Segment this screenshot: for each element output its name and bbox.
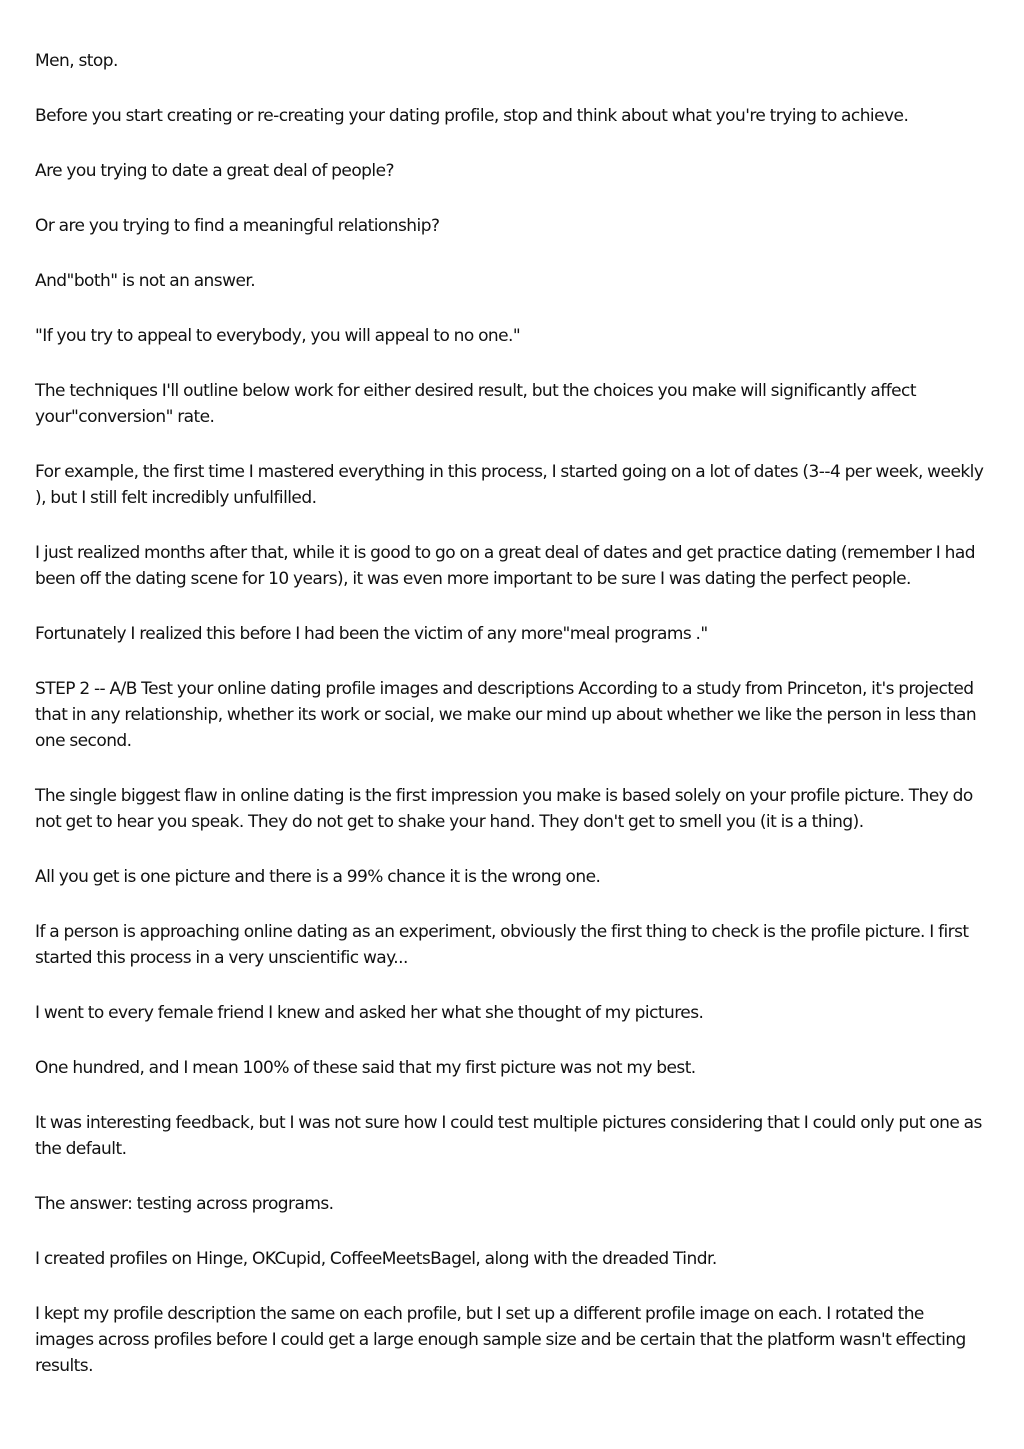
paragraph: I created profiles on Hinge, OKCupid, CoffeeMeetsBagel, along with the dreaded Tindr. <box>35 1249 717 1269</box>
paragraph: I just realized months after that, while it is good to go on a great deal of dates and get practice dating (remember I had been off the dating scene for 10 years), it was even more important to be sure I was dating the perfect people. <box>35 543 975 589</box>
paragraph: If a person is approaching online dating as an experiment, obviously the first thing to check is the profile picture. I first started this process in a very unscientific way... <box>35 922 969 968</box>
paragraph: And"both" is not an answer. <box>35 271 256 291</box>
paragraph: It was interesting feedback, but I was not sure how I could test multiple pictures considering that I could only put one as the default. <box>35 1113 982 1159</box>
paragraph: Men, stop. <box>35 51 118 71</box>
paragraph: Fortunately I realized this before I had been the victim of any more"meal programs ." <box>35 624 708 644</box>
paragraph: STEP 2 -- A/B Test your online dating profile images and descriptions According to a study from Princeton, it's projected that in any relationship, whether its work or social, we make our mind up about whether we like the person in less than one second. <box>35 679 977 751</box>
paragraph: All you get is one picture and there is a 99% chance it is the wrong one. <box>35 867 601 887</box>
paragraph: "If you try to appeal to everybody, you will appeal to no one." <box>35 326 521 346</box>
paragraph: I kept my profile description the same on each profile, but I set up a different profile image on each. I rotated the images across profiles before I could get a large enough sample size and be certain that the platform wasn't effecting results. <box>35 1304 966 1376</box>
paragraph: I went to every female friend I knew and asked her what she thought of my pictures. <box>35 1003 704 1023</box>
paragraph: For example, the first time I mastered everything in this process, I started going on a lot of dates (3--4 per week, weekly ), but I still felt incredibly unfulfilled. <box>35 462 984 508</box>
paragraph: The single biggest flaw in online dating is the first impression you make is based solely on your profile picture. They do not get to hear you speak. They do not get to shake your hand. They don't get to smell you (it is a thing). <box>35 786 973 832</box>
paragraph: The answer: testing across programs. <box>35 1194 334 1214</box>
paragraph: Before you start creating or re-creating your dating profile, stop and think about what you're trying to achieve. <box>35 106 909 126</box>
paragraph: Or are you trying to find a meaningful relationship? <box>35 216 440 236</box>
paragraph: Are you trying to date a great deal of people? <box>35 161 394 181</box>
paragraph: One hundred, and I mean 100% of these said that my first picture was not my best. <box>35 1058 696 1078</box>
paragraph: The techniques I'll outline below work for either desired result, but the choices you make will significantly affect your"conversion" rate. <box>35 381 916 427</box>
